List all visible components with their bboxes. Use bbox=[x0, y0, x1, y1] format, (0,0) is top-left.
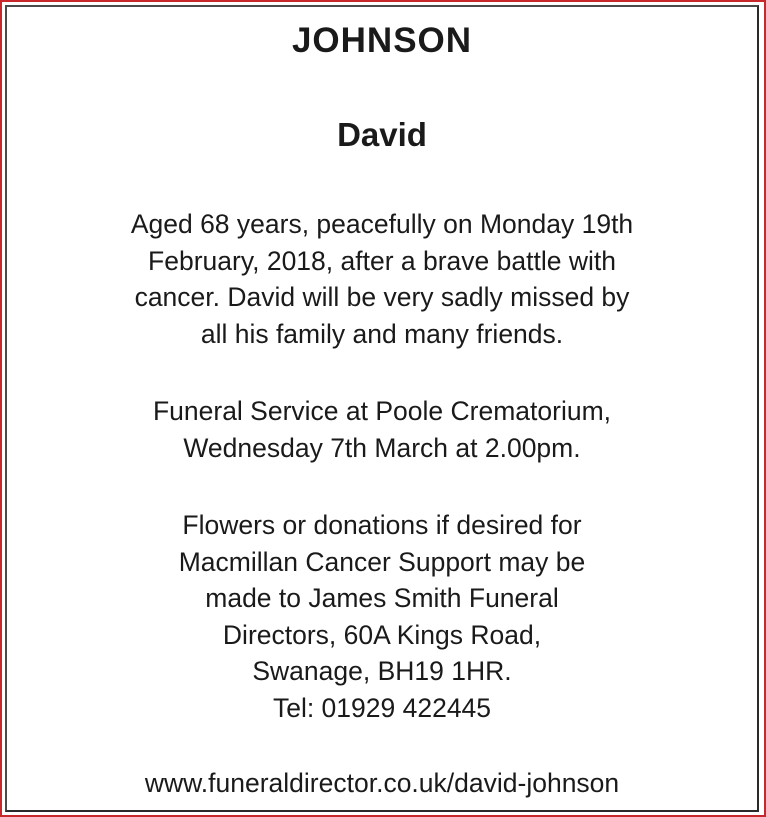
announcement-line: Aged 68 years, peacefully on Monday 19th bbox=[130, 209, 634, 239]
service-paragraph bbox=[7, 393, 757, 466]
service-line: Funeral Service at Poole Crematorium, bbox=[152, 396, 612, 426]
website-link[interactable]: www.funeraldirector.co.uk/david-johnson bbox=[144, 768, 620, 798]
surname-heading: JOHNSON bbox=[291, 21, 473, 60]
donation-line: made to James Smith Funeral bbox=[205, 583, 559, 613]
service-line: Wednesday 7th March at 2.00pm. bbox=[183, 432, 581, 463]
announcement-line: all his family and many friends. bbox=[200, 318, 564, 349]
announcement-paragraph bbox=[7, 206, 757, 352]
phone-number: Tel: 01929 422445 bbox=[272, 692, 492, 723]
forename-heading: David bbox=[337, 116, 427, 153]
donation-line: Macmillan Cancer Support may be bbox=[178, 546, 586, 577]
death-notice bbox=[7, 7, 757, 810]
announcement-line: cancer. David will be very sadly missed by bbox=[134, 282, 630, 312]
donation-line: Flowers or donations if desired for bbox=[182, 510, 582, 540]
donation-line: Swanage, BH19 1HR. bbox=[252, 656, 512, 686]
donation-paragraph bbox=[7, 507, 757, 726]
announcement-line: February, 2018, after a brave battle with bbox=[148, 245, 616, 276]
donation-line: Directors, 60A Kings Road, bbox=[222, 619, 542, 650]
